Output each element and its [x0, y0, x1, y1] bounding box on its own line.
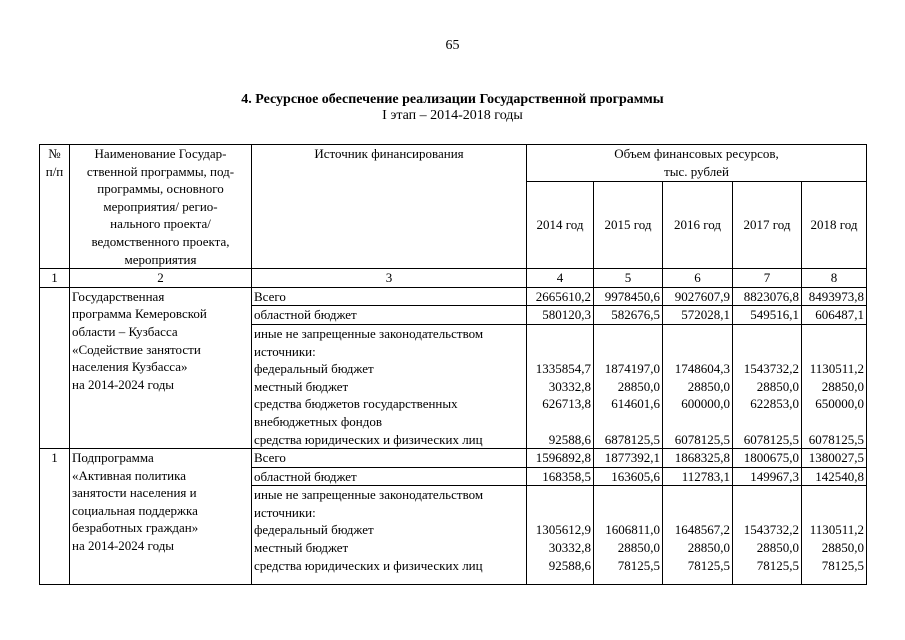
value-cell: 28850,0 [821, 540, 865, 556]
document-subtitle: I этап – 2014-2018 годы [382, 108, 523, 123]
index-cell: 8 [802, 269, 867, 288]
value-cell: 1868325,8 [663, 449, 733, 468]
row-number [40, 287, 70, 448]
value-cell: 78125,5 [756, 557, 799, 573]
col-num-header: № п/п [40, 145, 70, 269]
index-row [40, 269, 867, 288]
source-label: средства бюджетов государственных внебюджетных фондов [254, 396, 458, 429]
value-cell: 28850,0 [756, 540, 799, 556]
other-sources-label: иные не запрещенные законодательством источники: [254, 487, 484, 520]
value-cell: 28850,0 [756, 378, 799, 394]
source-label: Всего [252, 287, 527, 306]
col-volume-header: Объем финансовых ресурсов, тыс. рублей [527, 145, 867, 182]
header-row [40, 145, 867, 182]
value-cell: 6078125,5 [743, 431, 799, 447]
index-cell: 2 [70, 269, 252, 288]
index-cell: 6 [663, 269, 733, 288]
value-cell: 622853,0 [750, 396, 799, 412]
value-cell: 78125,5 [617, 557, 660, 573]
value-cell: 1874197,0 [604, 361, 660, 377]
value-cell: 1748604,3 [674, 361, 730, 377]
source-label: областной бюджет [252, 306, 527, 325]
value-cell: 9978450,6 [594, 287, 663, 306]
value-column [527, 486, 594, 585]
value-column [594, 486, 663, 585]
index-cell: 5 [594, 269, 663, 288]
index-cell: 1 [40, 269, 70, 288]
value-cell: 78125,5 [821, 557, 865, 573]
source-label: средства юридических и физических лиц [254, 557, 483, 573]
value-cell: 30332,8 [548, 378, 591, 394]
value-cell: 28850,0 [687, 540, 730, 556]
year-header: 2017 год [733, 182, 802, 269]
other-sources-label: иные не запрещенные законодательством источники: [254, 325, 484, 359]
value-cell: 1543732,2 [743, 522, 799, 538]
value-cell: 28850,0 [821, 378, 865, 394]
year-header: 2014 год [527, 182, 594, 269]
value-cell: 8823076,8 [733, 287, 802, 306]
value-cell: 1305612,9 [535, 522, 591, 538]
value-cell: 1800675,0 [733, 449, 802, 468]
value-cell: 1606811,0 [605, 522, 660, 538]
index-cell: 7 [733, 269, 802, 288]
value-column [663, 486, 733, 585]
value-cell: 582676,5 [594, 306, 663, 325]
value-cell: 6878125,5 [604, 431, 660, 447]
col-source-header: Источник финансирования [252, 145, 527, 269]
value-cell: 2665610,2 [527, 287, 594, 306]
value-cell: 614601,6 [611, 396, 660, 412]
value-cell: 606487,1 [802, 306, 867, 325]
value-cell: 149967,3 [733, 467, 802, 486]
value-cell: 78125,5 [687, 557, 730, 573]
value-cell: 600000,0 [681, 396, 730, 412]
value-cell: 92588,6 [548, 557, 591, 573]
value-cell: 142540,8 [802, 467, 867, 486]
year-header: 2016 год [663, 182, 733, 269]
source-label: федеральный бюджет [254, 361, 374, 377]
source-label: Всего [252, 449, 527, 468]
value-cell: 572028,1 [663, 306, 733, 325]
value-cell: 1130511,2 [809, 522, 865, 538]
page-number: 65 [445, 38, 460, 53]
value-cell: 112783,1 [663, 467, 733, 486]
index-cell: 3 [252, 269, 527, 288]
table-row-total [40, 449, 867, 468]
source-label: средства юридических и физических лиц [254, 431, 483, 447]
value-column [733, 324, 802, 448]
value-cell: 6078125,5 [808, 431, 865, 447]
source-label: федеральный бюджет [254, 522, 374, 538]
value-column [663, 324, 733, 448]
value-column [733, 486, 802, 585]
value-cell: 626713,8 [542, 396, 591, 412]
value-cell: 30332,8 [548, 540, 591, 556]
value-column [802, 324, 867, 448]
index-cell: 4 [527, 269, 594, 288]
value-cell: 1596892,8 [527, 449, 594, 468]
value-cell: 1130511,2 [809, 361, 865, 377]
value-cell: 1877392,1 [594, 449, 663, 468]
value-cell: 8493973,8 [802, 287, 867, 306]
year-header: 2018 год [802, 182, 867, 269]
value-cell: 168358,5 [527, 467, 594, 486]
value-column [594, 324, 663, 448]
value-cell: 1335854,7 [535, 361, 591, 377]
document-title: 4. Ресурсное обеспечение реализации Государственной программы [241, 92, 664, 107]
value-cell: 650000,0 [815, 396, 865, 412]
row-number: 1 [40, 449, 70, 585]
col-name-header: Наименование Государ- ственной программы, под- программы, основного мероприятия/ регио- нального проекта/ ведомственного проекта, мероприятия [70, 145, 252, 269]
source-label: местный бюджет [254, 540, 349, 556]
program-name: Подпрограмма «Активная политика занятости населения и социальная поддержка безработных граждан» на 2014-2024 годы [70, 449, 252, 585]
source-label-list [252, 324, 527, 448]
value-cell: 580120,3 [527, 306, 594, 325]
value-cell: 549516,1 [733, 306, 802, 325]
value-cell: 1648567,2 [674, 522, 730, 538]
source-label: областной бюджет [252, 467, 527, 486]
value-cell: 28850,0 [617, 540, 660, 556]
year-header: 2015 год [594, 182, 663, 269]
value-cell: 28850,0 [687, 378, 730, 394]
value-cell: 1380027,5 [802, 449, 867, 468]
source-label-list [252, 486, 527, 585]
value-cell: 6078125,5 [674, 431, 730, 447]
value-cell: 28850,0 [617, 378, 660, 394]
value-cell: 1543732,2 [743, 361, 799, 377]
value-cell: 163605,6 [594, 467, 663, 486]
value-column [527, 324, 594, 448]
table-row-total [40, 287, 867, 306]
value-cell: 9027607,9 [663, 287, 733, 306]
value-column [802, 486, 867, 585]
source-label: местный бюджет [254, 378, 349, 394]
value-cell: 92588,6 [548, 431, 591, 447]
program-name: Государственная программа Кемеровской области – Кузбасса «Содействие занятости населения Кузбасса» на 2014-2024 годы [70, 287, 252, 448]
resource-table [39, 144, 867, 585]
